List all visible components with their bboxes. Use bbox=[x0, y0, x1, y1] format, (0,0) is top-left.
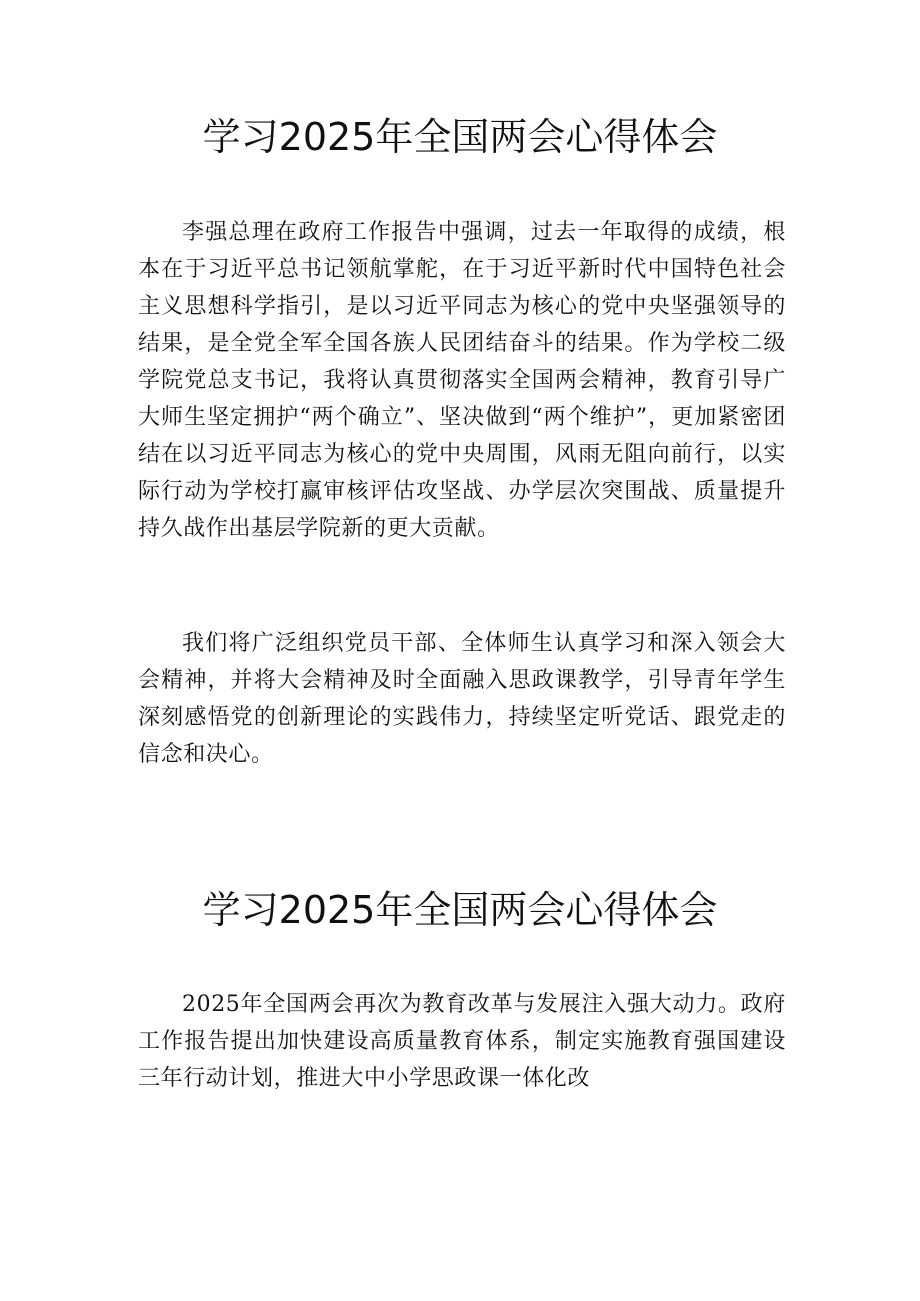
section-2-title: 学习2025年全国两会心得体会 bbox=[202, 888, 718, 932]
section-1-title: 学习2025年全国两会心得体会 bbox=[202, 115, 718, 159]
section-2-paragraph-1: 2025年全国两会再次为教育改革与发展注入强大动力。政府工作报告提出加快建设高质量教育体系，制定实施教育强国建设三年行动计划，推进大中小学思政课一体化改 bbox=[138, 992, 786, 1091]
section-1-paragraph-1: 李强总理在政府工作报告中强调，过去一年取得的成绩，根本在于习近平总书记领航掌舵，在于习近平新时代中国特色社会主义思想科学指引，是以习近平同志为核心的党中央坚强领导的结果，是全党全军全国各族人民团结奋斗的结果。作为学校二级学院党总支书记，我将认真贯彻落实全国两会精神，教育引导广大师生坚定拥护“两个确立”、坚决做到“两个维护”，更加紧密团结在以习近平同志为核心的党中央周围，风雨无阻向前行，以实际行动为学校打赢审核评估攻坚战、办学层次突围战、质量提升持久战作出基层学院新的更大贡献。 bbox=[138, 220, 786, 541]
section-1-paragraph-2: 我们将广泛组织党员干部、全体师生认真学习和深入领会大会精神，并将大会精神及时全面融入思政课教学，引导青年学生深刻感悟党的创新理论的实践伟力，持续坚定听党话、跟党走的信念和决心。 bbox=[138, 631, 786, 767]
